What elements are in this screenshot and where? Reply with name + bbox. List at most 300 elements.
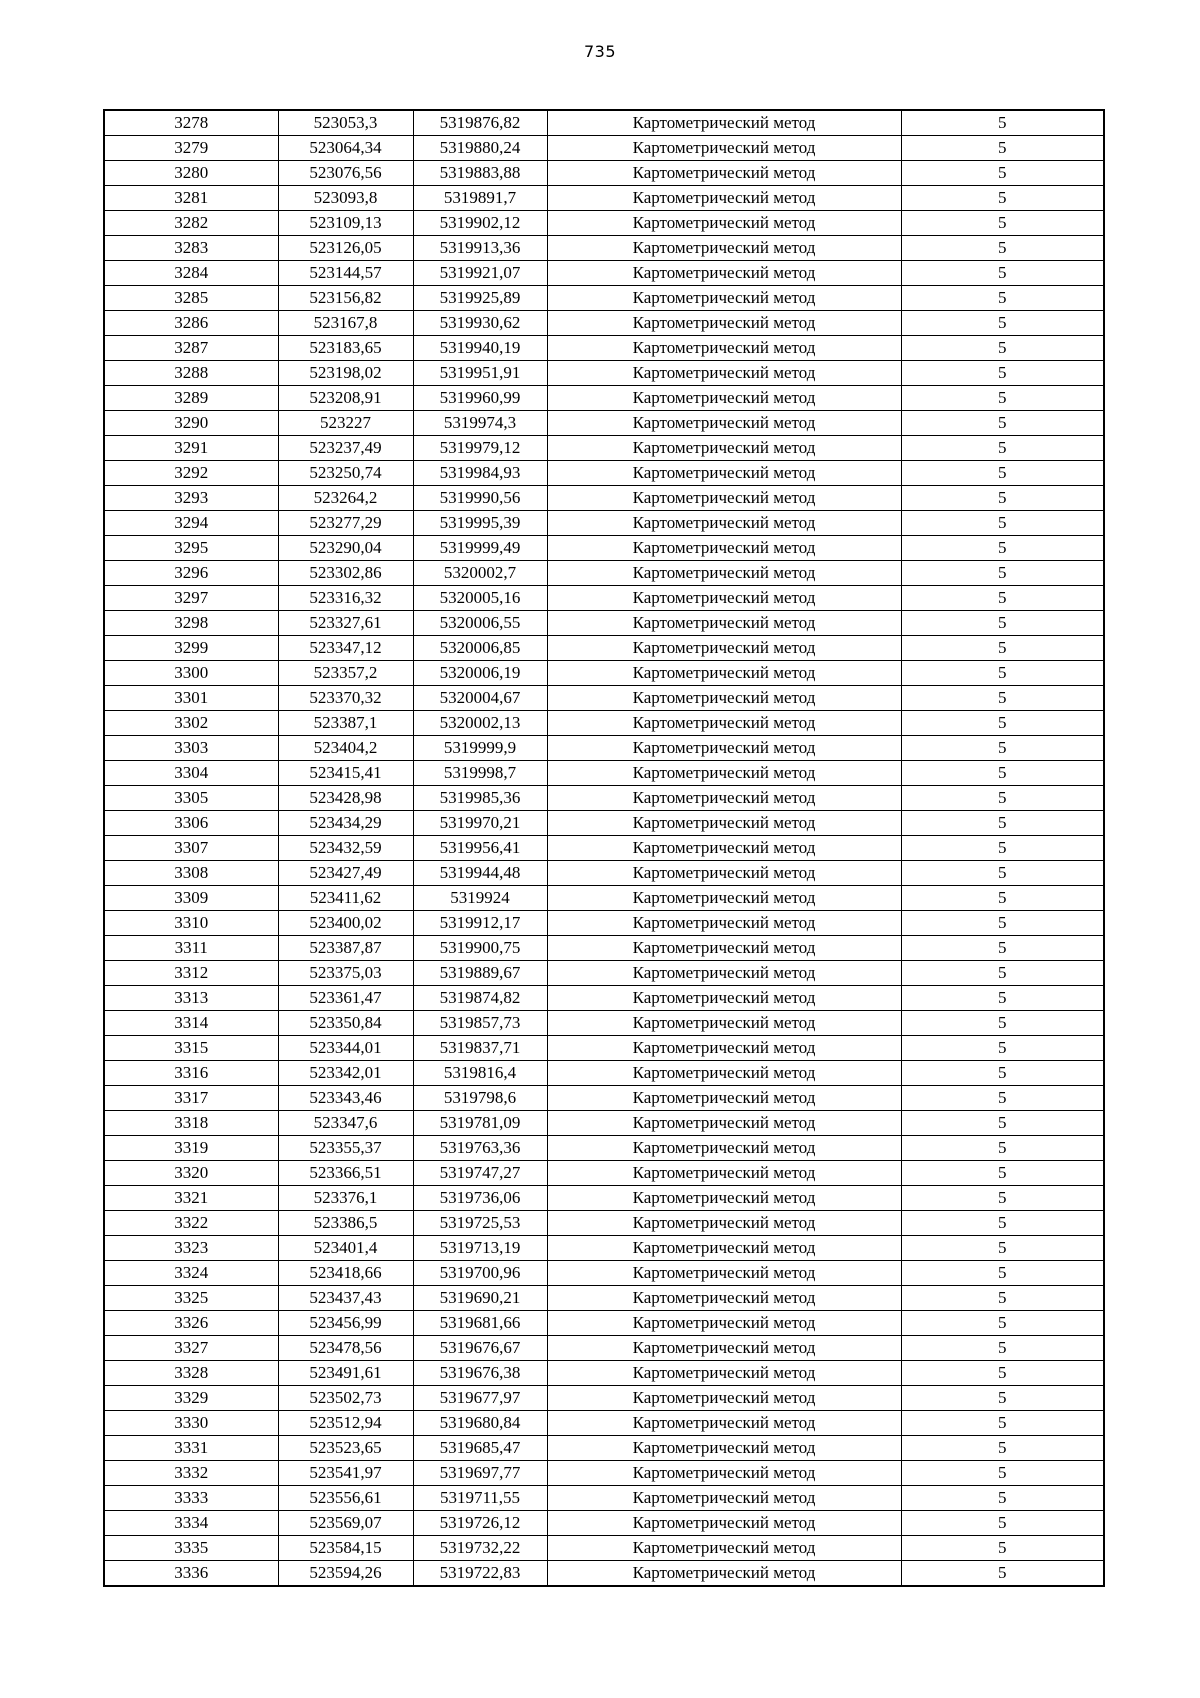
y-coordinate-cell: 5319781,09 <box>413 1111 547 1136</box>
table-row <box>104 861 1104 886</box>
table-row <box>104 686 1104 711</box>
table-row <box>104 1236 1104 1261</box>
point-number-cell: 3278 <box>104 110 278 136</box>
method-cell: Картометрический метод <box>547 386 901 411</box>
accuracy-cell: 5 <box>901 1436 1104 1461</box>
x-coordinate-cell: 523355,37 <box>278 1136 413 1161</box>
method-cell: Картометрический метод <box>547 636 901 661</box>
accuracy-cell: 5 <box>901 211 1104 236</box>
method-cell: Картометрический метод <box>547 1361 901 1386</box>
accuracy-cell: 5 <box>901 936 1104 961</box>
method-cell: Картометрический метод <box>547 861 901 886</box>
table-row <box>104 1361 1104 1386</box>
method-cell: Картометрический метод <box>547 186 901 211</box>
x-coordinate-cell: 523366,51 <box>278 1161 413 1186</box>
accuracy-cell: 5 <box>901 1211 1104 1236</box>
y-coordinate-cell: 5319974,3 <box>413 411 547 436</box>
point-number-cell: 3315 <box>104 1036 278 1061</box>
method-cell: Картометрический метод <box>547 411 901 436</box>
accuracy-cell: 5 <box>901 411 1104 436</box>
y-coordinate-cell: 5319970,21 <box>413 811 547 836</box>
method-cell: Картометрический метод <box>547 936 901 961</box>
x-coordinate-cell: 523434,29 <box>278 811 413 836</box>
x-coordinate-cell: 523401,4 <box>278 1236 413 1261</box>
accuracy-cell: 5 <box>901 361 1104 386</box>
y-coordinate-cell: 5319985,36 <box>413 786 547 811</box>
method-cell: Картометрический метод <box>547 1286 901 1311</box>
point-number-cell: 3297 <box>104 586 278 611</box>
table-row <box>104 1036 1104 1061</box>
point-number-cell: 3294 <box>104 511 278 536</box>
table-row <box>104 1186 1104 1211</box>
x-coordinate-cell: 523347,12 <box>278 636 413 661</box>
y-coordinate-cell: 5319732,22 <box>413 1536 547 1561</box>
table-row <box>104 236 1104 261</box>
y-coordinate-cell: 5319880,24 <box>413 136 547 161</box>
x-coordinate-cell: 523183,65 <box>278 336 413 361</box>
method-cell: Картометрический метод <box>547 486 901 511</box>
x-coordinate-cell: 523277,29 <box>278 511 413 536</box>
point-number-cell: 3313 <box>104 986 278 1011</box>
table-row <box>104 1011 1104 1036</box>
y-coordinate-cell: 5319930,62 <box>413 311 547 336</box>
x-coordinate-cell: 523144,57 <box>278 261 413 286</box>
accuracy-cell: 5 <box>901 586 1104 611</box>
y-coordinate-cell: 5319960,99 <box>413 386 547 411</box>
x-coordinate-cell: 523076,56 <box>278 161 413 186</box>
coordinates-table <box>103 109 1105 1587</box>
y-coordinate-cell: 5319676,67 <box>413 1336 547 1361</box>
point-number-cell: 3310 <box>104 911 278 936</box>
x-coordinate-cell: 523264,2 <box>278 486 413 511</box>
point-number-cell: 3308 <box>104 861 278 886</box>
y-coordinate-cell: 5320002,7 <box>413 561 547 586</box>
x-coordinate-cell: 523418,66 <box>278 1261 413 1286</box>
method-cell: Картометрический метод <box>547 961 901 986</box>
method-cell: Картометрический метод <box>547 986 901 1011</box>
point-number-cell: 3318 <box>104 1111 278 1136</box>
y-coordinate-cell: 5319889,67 <box>413 961 547 986</box>
accuracy-cell: 5 <box>901 1536 1104 1561</box>
accuracy-cell: 5 <box>901 1486 1104 1511</box>
point-number-cell: 3328 <box>104 1361 278 1386</box>
y-coordinate-cell: 5319925,89 <box>413 286 547 311</box>
accuracy-cell: 5 <box>901 236 1104 261</box>
table-row <box>104 386 1104 411</box>
x-coordinate-cell: 523427,49 <box>278 861 413 886</box>
method-cell: Картометрический метод <box>547 1461 901 1486</box>
x-coordinate-cell: 523361,47 <box>278 986 413 1011</box>
method-cell: Картометрический метод <box>547 1011 901 1036</box>
accuracy-cell: 5 <box>901 1261 1104 1286</box>
x-coordinate-cell: 523584,15 <box>278 1536 413 1561</box>
accuracy-cell: 5 <box>901 1061 1104 1086</box>
accuracy-cell: 5 <box>901 561 1104 586</box>
method-cell: Картометрический метод <box>547 711 901 736</box>
y-coordinate-cell: 5320006,19 <box>413 661 547 686</box>
accuracy-cell: 5 <box>901 1011 1104 1036</box>
point-number-cell: 3284 <box>104 261 278 286</box>
accuracy-cell: 5 <box>901 1361 1104 1386</box>
point-number-cell: 3322 <box>104 1211 278 1236</box>
method-cell: Картометрический метод <box>547 1136 901 1161</box>
y-coordinate-cell: 5319951,91 <box>413 361 547 386</box>
table-row <box>104 211 1104 236</box>
x-coordinate-cell: 523093,8 <box>278 186 413 211</box>
table-row <box>104 1536 1104 1561</box>
point-number-cell: 3287 <box>104 336 278 361</box>
table-row <box>104 786 1104 811</box>
y-coordinate-cell: 5320005,16 <box>413 586 547 611</box>
accuracy-cell: 5 <box>901 661 1104 686</box>
point-number-cell: 3329 <box>104 1386 278 1411</box>
table-row <box>104 911 1104 936</box>
accuracy-cell: 5 <box>901 1336 1104 1361</box>
x-coordinate-cell: 523156,82 <box>278 286 413 311</box>
point-number-cell: 3288 <box>104 361 278 386</box>
method-cell: Картометрический метод <box>547 361 901 386</box>
accuracy-cell: 5 <box>901 836 1104 861</box>
table-row <box>104 661 1104 686</box>
y-coordinate-cell: 5319763,36 <box>413 1136 547 1161</box>
x-coordinate-cell: 523512,94 <box>278 1411 413 1436</box>
point-number-cell: 3332 <box>104 1461 278 1486</box>
x-coordinate-cell: 523502,73 <box>278 1386 413 1411</box>
y-coordinate-cell: 5319956,41 <box>413 836 547 861</box>
point-number-cell: 3333 <box>104 1486 278 1511</box>
accuracy-cell: 5 <box>901 1511 1104 1536</box>
accuracy-cell: 5 <box>901 311 1104 336</box>
y-coordinate-cell: 5319999,49 <box>413 536 547 561</box>
table-row <box>104 1261 1104 1286</box>
point-number-cell: 3321 <box>104 1186 278 1211</box>
x-coordinate-cell: 523327,61 <box>278 611 413 636</box>
y-coordinate-cell: 5319857,73 <box>413 1011 547 1036</box>
point-number-cell: 3291 <box>104 436 278 461</box>
table-row <box>104 511 1104 536</box>
table-row <box>104 1161 1104 1186</box>
method-cell: Картометрический метод <box>547 1511 901 1536</box>
method-cell: Картометрический метод <box>547 1411 901 1436</box>
point-number-cell: 3295 <box>104 536 278 561</box>
x-coordinate-cell: 523478,56 <box>278 1336 413 1361</box>
method-cell: Картометрический метод <box>547 136 901 161</box>
accuracy-cell: 5 <box>901 1111 1104 1136</box>
x-coordinate-cell: 523347,6 <box>278 1111 413 1136</box>
accuracy-cell: 5 <box>901 611 1104 636</box>
method-cell: Картометрический метод <box>547 1436 901 1461</box>
y-coordinate-cell: 5319711,55 <box>413 1486 547 1511</box>
table-row <box>104 836 1104 861</box>
table-row <box>104 961 1104 986</box>
accuracy-cell: 5 <box>901 1461 1104 1486</box>
method-cell: Картометрический метод <box>547 110 901 136</box>
accuracy-cell: 5 <box>901 1136 1104 1161</box>
x-coordinate-cell: 523343,46 <box>278 1086 413 1111</box>
method-cell: Картометрический метод <box>547 1486 901 1511</box>
table-row <box>104 186 1104 211</box>
table-row <box>104 261 1104 286</box>
y-coordinate-cell: 5319944,48 <box>413 861 547 886</box>
x-coordinate-cell: 523316,32 <box>278 586 413 611</box>
table-row <box>104 1436 1104 1461</box>
point-number-cell: 3290 <box>104 411 278 436</box>
table-row <box>104 1511 1104 1536</box>
table-row <box>104 461 1104 486</box>
x-coordinate-cell: 523387,1 <box>278 711 413 736</box>
method-cell: Картометрический метод <box>547 461 901 486</box>
y-coordinate-cell: 5319924 <box>413 886 547 911</box>
point-number-cell: 3327 <box>104 1336 278 1361</box>
accuracy-cell: 5 <box>901 1161 1104 1186</box>
x-coordinate-cell: 523237,49 <box>278 436 413 461</box>
point-number-cell: 3301 <box>104 686 278 711</box>
accuracy-cell: 5 <box>901 161 1104 186</box>
x-coordinate-cell: 523342,01 <box>278 1061 413 1086</box>
table-row <box>104 1336 1104 1361</box>
accuracy-cell: 5 <box>901 1036 1104 1061</box>
accuracy-cell: 5 <box>901 186 1104 211</box>
method-cell: Картометрический метод <box>547 836 901 861</box>
x-coordinate-cell: 523344,01 <box>278 1036 413 1061</box>
x-coordinate-cell: 523208,91 <box>278 386 413 411</box>
y-coordinate-cell: 5319913,36 <box>413 236 547 261</box>
x-coordinate-cell: 523594,26 <box>278 1561 413 1587</box>
accuracy-cell: 5 <box>901 461 1104 486</box>
method-cell: Картометрический метод <box>547 1311 901 1336</box>
accuracy-cell: 5 <box>901 1086 1104 1111</box>
method-cell: Картометрический метод <box>547 686 901 711</box>
method-cell: Картометрический метод <box>547 1186 901 1211</box>
x-coordinate-cell: 523126,05 <box>278 236 413 261</box>
x-coordinate-cell: 523109,13 <box>278 211 413 236</box>
y-coordinate-cell: 5319874,82 <box>413 986 547 1011</box>
point-number-cell: 3285 <box>104 286 278 311</box>
point-number-cell: 3300 <box>104 661 278 686</box>
method-cell: Картометрический метод <box>547 1561 901 1587</box>
y-coordinate-cell: 5319816,4 <box>413 1061 547 1086</box>
accuracy-cell: 5 <box>901 1286 1104 1311</box>
x-coordinate-cell: 523428,98 <box>278 786 413 811</box>
x-coordinate-cell: 523302,86 <box>278 561 413 586</box>
table-row <box>104 711 1104 736</box>
accuracy-cell: 5 <box>901 786 1104 811</box>
accuracy-cell: 5 <box>901 986 1104 1011</box>
point-number-cell: 3280 <box>104 161 278 186</box>
accuracy-cell: 5 <box>901 711 1104 736</box>
point-number-cell: 3336 <box>104 1561 278 1587</box>
y-coordinate-cell: 5319921,07 <box>413 261 547 286</box>
table-row <box>104 311 1104 336</box>
y-coordinate-cell: 5319681,66 <box>413 1311 547 1336</box>
accuracy-cell: 5 <box>901 110 1104 136</box>
table-row <box>104 586 1104 611</box>
x-coordinate-cell: 523415,41 <box>278 761 413 786</box>
accuracy-cell: 5 <box>901 736 1104 761</box>
point-number-cell: 3316 <box>104 1061 278 1086</box>
method-cell: Картометрический метод <box>547 1386 901 1411</box>
table-row <box>104 161 1104 186</box>
method-cell: Картометрический метод <box>547 286 901 311</box>
point-number-cell: 3281 <box>104 186 278 211</box>
method-cell: Картометрический метод <box>547 811 901 836</box>
accuracy-cell: 5 <box>901 436 1104 461</box>
x-coordinate-cell: 523198,02 <box>278 361 413 386</box>
y-coordinate-cell: 5319697,77 <box>413 1461 547 1486</box>
table-row <box>104 336 1104 361</box>
method-cell: Картометрический метод <box>547 1261 901 1286</box>
method-cell: Картометрический метод <box>547 1161 901 1186</box>
point-number-cell: 3319 <box>104 1136 278 1161</box>
method-cell: Картометрический метод <box>547 261 901 286</box>
point-number-cell: 3293 <box>104 486 278 511</box>
y-coordinate-cell: 5320006,85 <box>413 636 547 661</box>
method-cell: Картометрический метод <box>547 1061 901 1086</box>
table-row <box>104 436 1104 461</box>
y-coordinate-cell: 5319990,56 <box>413 486 547 511</box>
accuracy-cell: 5 <box>901 1236 1104 1261</box>
x-coordinate-cell: 523357,2 <box>278 661 413 686</box>
x-coordinate-cell: 523404,2 <box>278 736 413 761</box>
y-coordinate-cell: 5319984,93 <box>413 461 547 486</box>
point-number-cell: 3306 <box>104 811 278 836</box>
x-coordinate-cell: 523411,62 <box>278 886 413 911</box>
accuracy-cell: 5 <box>901 536 1104 561</box>
accuracy-cell: 5 <box>901 1311 1104 1336</box>
y-coordinate-cell: 5319713,19 <box>413 1236 547 1261</box>
coordinates-table-body <box>104 110 1104 1586</box>
table-row <box>104 1411 1104 1436</box>
point-number-cell: 3283 <box>104 236 278 261</box>
method-cell: Картометрический метод <box>547 336 901 361</box>
y-coordinate-cell: 5320004,67 <box>413 686 547 711</box>
point-number-cell: 3334 <box>104 1511 278 1536</box>
accuracy-cell: 5 <box>901 511 1104 536</box>
y-coordinate-cell: 5319998,7 <box>413 761 547 786</box>
y-coordinate-cell: 5319736,06 <box>413 1186 547 1211</box>
point-number-cell: 3331 <box>104 1436 278 1461</box>
accuracy-cell: 5 <box>901 486 1104 511</box>
table-row <box>104 936 1104 961</box>
x-coordinate-cell: 523250,74 <box>278 461 413 486</box>
x-coordinate-cell: 523375,03 <box>278 961 413 986</box>
table-row <box>104 811 1104 836</box>
y-coordinate-cell: 5319690,21 <box>413 1286 547 1311</box>
table-row <box>104 761 1104 786</box>
page-number: 735 <box>583 42 617 61</box>
y-coordinate-cell: 5319677,97 <box>413 1386 547 1411</box>
x-coordinate-cell: 523350,84 <box>278 1011 413 1036</box>
table-row <box>104 361 1104 386</box>
table-row <box>104 1461 1104 1486</box>
point-number-cell: 3279 <box>104 136 278 161</box>
x-coordinate-cell: 523064,34 <box>278 136 413 161</box>
method-cell: Картометрический метод <box>547 736 901 761</box>
y-coordinate-cell: 5319891,7 <box>413 186 547 211</box>
point-number-cell: 3314 <box>104 1011 278 1036</box>
accuracy-cell: 5 <box>901 961 1104 986</box>
method-cell: Картометрический метод <box>547 586 901 611</box>
y-coordinate-cell: 5319912,17 <box>413 911 547 936</box>
accuracy-cell: 5 <box>901 861 1104 886</box>
accuracy-cell: 5 <box>901 761 1104 786</box>
y-coordinate-cell: 5320002,13 <box>413 711 547 736</box>
table-row <box>104 136 1104 161</box>
y-coordinate-cell: 5319685,47 <box>413 1436 547 1461</box>
point-number-cell: 3311 <box>104 936 278 961</box>
accuracy-cell: 5 <box>901 261 1104 286</box>
point-number-cell: 3323 <box>104 1236 278 1261</box>
y-coordinate-cell: 5319995,39 <box>413 511 547 536</box>
point-number-cell: 3304 <box>104 761 278 786</box>
table-row <box>104 486 1104 511</box>
method-cell: Картометрический метод <box>547 911 901 936</box>
method-cell: Картометрический метод <box>547 786 901 811</box>
point-number-cell: 3298 <box>104 611 278 636</box>
table-row <box>104 1286 1104 1311</box>
y-coordinate-cell: 5319725,53 <box>413 1211 547 1236</box>
x-coordinate-cell: 523556,61 <box>278 1486 413 1511</box>
y-coordinate-cell: 5319722,83 <box>413 1561 547 1587</box>
x-coordinate-cell: 523167,8 <box>278 311 413 336</box>
y-coordinate-cell: 5319999,9 <box>413 736 547 761</box>
y-coordinate-cell: 5319883,88 <box>413 161 547 186</box>
table-row <box>104 1111 1104 1136</box>
table-row <box>104 611 1104 636</box>
x-coordinate-cell: 523290,04 <box>278 536 413 561</box>
x-coordinate-cell: 523227 <box>278 411 413 436</box>
x-coordinate-cell: 523569,07 <box>278 1511 413 1536</box>
table-row <box>104 636 1104 661</box>
method-cell: Картометрический метод <box>547 236 901 261</box>
accuracy-cell: 5 <box>901 386 1104 411</box>
accuracy-cell: 5 <box>901 636 1104 661</box>
x-coordinate-cell: 523523,65 <box>278 1436 413 1461</box>
table-row <box>104 1486 1104 1511</box>
point-number-cell: 3286 <box>104 311 278 336</box>
accuracy-cell: 5 <box>901 1411 1104 1436</box>
y-coordinate-cell: 5320006,55 <box>413 611 547 636</box>
accuracy-cell: 5 <box>901 336 1104 361</box>
point-number-cell: 3296 <box>104 561 278 586</box>
accuracy-cell: 5 <box>901 886 1104 911</box>
point-number-cell: 3326 <box>104 1311 278 1336</box>
point-number-cell: 3299 <box>104 636 278 661</box>
table-row <box>104 986 1104 1011</box>
method-cell: Картометрический метод <box>547 561 901 586</box>
point-number-cell: 3289 <box>104 386 278 411</box>
table-row <box>104 110 1104 136</box>
accuracy-cell: 5 <box>901 286 1104 311</box>
x-coordinate-cell: 523432,59 <box>278 836 413 861</box>
x-coordinate-cell: 523376,1 <box>278 1186 413 1211</box>
y-coordinate-cell: 5319798,6 <box>413 1086 547 1111</box>
point-number-cell: 3317 <box>104 1086 278 1111</box>
method-cell: Картометрический метод <box>547 761 901 786</box>
table-row <box>104 286 1104 311</box>
method-cell: Картометрический метод <box>547 1236 901 1261</box>
method-cell: Картометрический метод <box>547 311 901 336</box>
method-cell: Картометрический метод <box>547 1336 901 1361</box>
method-cell: Картометрический метод <box>547 436 901 461</box>
method-cell: Картометрический метод <box>547 1036 901 1061</box>
x-coordinate-cell: 523491,61 <box>278 1361 413 1386</box>
accuracy-cell: 5 <box>901 686 1104 711</box>
method-cell: Картометрический метод <box>547 211 901 236</box>
table-row <box>104 1311 1104 1336</box>
point-number-cell: 3305 <box>104 786 278 811</box>
table-row <box>104 1061 1104 1086</box>
